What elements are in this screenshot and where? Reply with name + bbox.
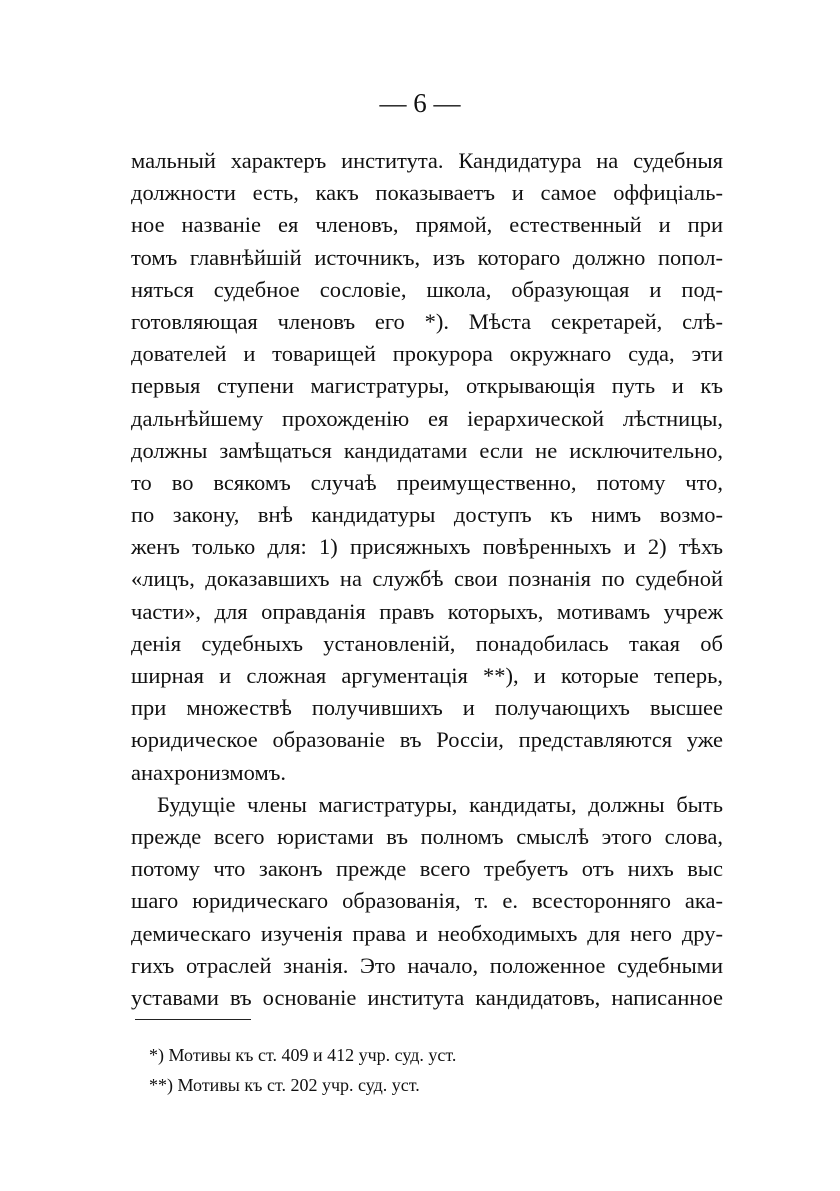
text-line: должны замѣщаться кандидатами если не исключительно,: [131, 437, 723, 463]
text-line: демическаго изученія права и необходимыхъ для него дру-: [131, 920, 723, 946]
text-line: шаго юридическаго образованія, т. е. всесторонняго ака-: [131, 888, 723, 914]
text-line: юридическое образованіе въ Россіи, представляются уже: [131, 727, 723, 753]
text-line: то во всякомъ случаѣ преимущественно, потому что,: [131, 469, 723, 495]
paragraph-start-line: Будущіе члены магистратуры, кандидаты, должны быть: [157, 791, 723, 817]
text-line: гихъ отраслей знанія. Это начало, положенное судебными: [131, 952, 723, 978]
footnote-separator: [135, 1019, 251, 1020]
text-line: ширная и сложная аргументація **), и которые теперь,: [131, 663, 723, 688]
text-line: «лицъ, доказавшихъ на службѣ свои познанія по судебной: [131, 566, 723, 592]
text-line: мальный характеръ института. Кандидатура на судебныя: [131, 148, 723, 173]
text-line: дальнѣйшему прохожденію ея іерархической лѣстницы,: [131, 405, 723, 431]
text-line: прежде всего юристами въ полномъ смыслѣ этого слова,: [131, 823, 723, 849]
text-line: готовляющая членовъ его *). Мѣста секретарей, слѣ-: [131, 308, 723, 334]
text-line: дователей и товарищей прокурора окружнаго суда, эти: [131, 341, 723, 367]
text-line: части», для оправданія правъ которыхъ, мотивамъ учреж: [131, 598, 723, 624]
footnotes: [149, 1040, 456, 1100]
footnote-2: **) Мотивы къ ст. 202 учр. суд. уст.: [149, 1075, 420, 1095]
text-line: анахронизмомъ.: [131, 759, 286, 785]
text-line: по закону, внѣ кандидатуры доступъ къ нимъ возмо-: [131, 502, 723, 528]
text-line: уставами въ основаніе института кандидатовъ, написанное: [131, 984, 723, 1010]
text-line: денія судебныхъ установленій, понадобилась такая об: [131, 630, 723, 656]
page-number: — 6 —: [379, 88, 461, 118]
text-line: няться судебное сословіе, школа, образующая и под-: [131, 276, 723, 302]
text-line: томъ главнѣйшій источникъ, изъ котораго должно попол-: [131, 244, 723, 270]
text-line: при множествѣ получившихъ и получающихъ высшее: [131, 695, 723, 721]
text-line: первыя ступени магистратуры, открывающія путь и къ: [131, 373, 723, 399]
body-text: [131, 145, 723, 1014]
text-line: должности есть, какъ показываетъ и самое оффиціаль-: [131, 180, 723, 206]
text-line: ное названіе ея членовъ, прямой, естественный и при: [131, 212, 723, 238]
footnote-1: *) Мотивы къ ст. 409 и 412 учр. суд. уст.: [149, 1045, 457, 1065]
text-line: женъ только для: 1) присяжныхъ повѣренныхъ и 2) тѣхъ: [131, 534, 723, 560]
text-line: потому что законъ прежде всего требуетъ отъ нихъ выс: [131, 856, 723, 882]
